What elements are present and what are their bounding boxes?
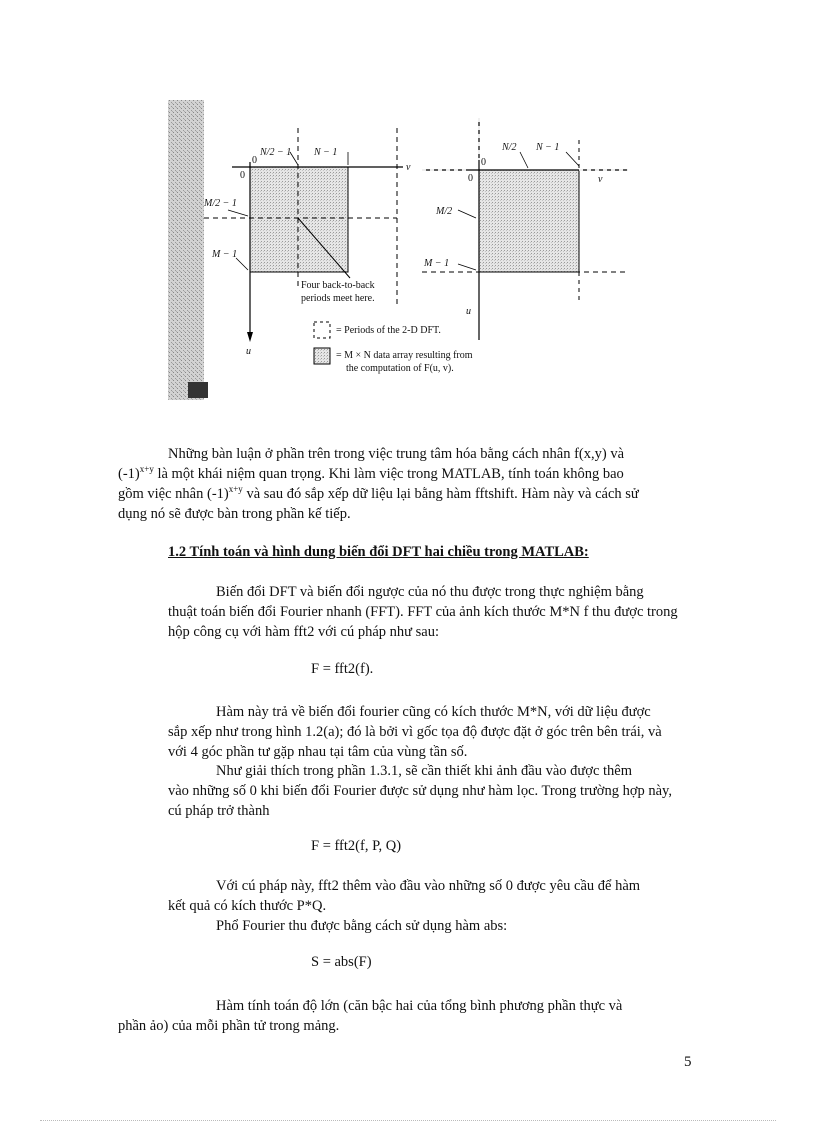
left-origin-left: 0	[240, 170, 245, 181]
p5-line1: Với cú pháp này, fft2 thêm vào đầu vào những số 0 được yêu cầu để hàm	[216, 878, 641, 894]
equation-fft2-pq: F = fft2(f, P, Q)	[311, 838, 402, 854]
p3-line1: Hàm này trả về biến đổi fourier cũng có kích thước M*N, với dữ liệu được	[216, 704, 651, 720]
equation-abs: S = abs(F)	[311, 954, 372, 970]
legend-array-text: = M × N data array resulting from	[336, 350, 473, 361]
p2-line1: Biến đổi DFT và biến đổi ngược của nó thu được trong thực nghiệm bằng	[216, 584, 644, 600]
right-axis-u: u	[466, 306, 471, 317]
left-axis-u: u	[246, 346, 251, 357]
right-origin-top: 0	[481, 157, 486, 168]
p1-line3	[118, 485, 639, 504]
p1-line2-part1: (-1)	[118, 466, 140, 482]
p1-line3-sup: x+y	[228, 484, 243, 495]
p2-line2: thuật toán biến đổi Fourier nhanh (FFT). FFT của ảnh kích thước M*N f thu được trong	[168, 604, 678, 620]
left-label-n2-minus-1: N/2 − 1	[260, 147, 292, 158]
p2-line3: hộp công cụ với hàm fft2 với cú pháp như sau:	[168, 624, 439, 640]
p5-line2: kết quả có kích thước P*Q.	[168, 898, 327, 914]
right-origin-left: 0	[468, 173, 473, 184]
p3-line3: với 4 góc phần tư gặp nhau tại tâm của vùng tần số.	[168, 744, 468, 760]
equation-fft2: F = fft2(f).	[311, 661, 374, 677]
p1-line2-sup: x+y	[139, 464, 154, 475]
right-label-m-minus-1: M − 1	[424, 258, 450, 269]
left-label-m-minus-1: M − 1	[212, 249, 238, 260]
legend-array-symbol	[314, 348, 330, 364]
p1-line2-part2: là một khái niệm quan trọng. Khi làm việc trong MATLAB, tính toán không bao	[153, 466, 624, 482]
left-annotation-line1: Four back-to-back	[301, 280, 375, 291]
p4-line2: vào những số 0 khi biến đổi Fourier được sử dụng như hàm lọc. Trong trường hợp này,	[168, 783, 672, 799]
right-data-array	[479, 170, 579, 272]
left-annotation-line2: periods meet here.	[301, 293, 375, 304]
p3-line2: sắp xếp như trong hình 1.2(a); đó là bởi vì gốc tọa độ được đặt ở góc trên bên trái, và	[168, 724, 662, 740]
right-label-n2: N/2	[502, 142, 517, 153]
left-label-n-minus-1: N − 1	[314, 147, 338, 158]
p4-line3: cú pháp trở thành	[168, 803, 270, 819]
p4-line1: Như giải thích trong phần 1.3.1, sẽ cần thiết khi ảnh đầu vào được thêm	[216, 763, 632, 779]
left-diagram	[204, 128, 403, 342]
p1-line4: dụng nó sẽ được bàn trong phần kế tiếp.	[118, 506, 351, 522]
legend-periods-text: = Periods of the 2-D DFT.	[336, 325, 441, 336]
p6-line1: Phổ Fourier thu được bằng cách sử dụng hàm abs:	[216, 918, 508, 934]
legend-period-symbol	[314, 322, 330, 338]
p1-line3-part2: và sau đó sắp xếp dữ liệu lại bằng hàm fftshift. Hàm này và cách sử	[242, 486, 639, 502]
p1-line1: Những bàn luận ở phần trên trong việc trung tâm hóa bằng cách nhân f(x,y) và	[168, 446, 625, 462]
right-diagram	[422, 118, 628, 340]
right-label-m2: M/2	[436, 206, 453, 217]
p1-line3-part1: gồm việc nhân (-1)	[118, 486, 229, 502]
left-label-m2-minus-1: M/2 − 1	[204, 198, 237, 209]
p1-line2	[118, 465, 624, 484]
right-axis-v: v	[598, 174, 603, 185]
dft-periodicity-figure	[168, 100, 668, 402]
scan-corner-mark	[188, 382, 208, 398]
scan-gutter-strip	[168, 100, 204, 400]
left-origin-top: 0	[252, 155, 257, 166]
section-heading: 1.2 Tính toán và hình dung biến đổi DFT hai chiều trong MATLAB:	[168, 544, 589, 560]
page-footer-line	[40, 1120, 776, 1121]
left-axis-v: v	[406, 162, 411, 173]
figure-legend	[314, 322, 330, 364]
page-number: 5	[684, 1054, 692, 1070]
right-label-n-minus-1: N − 1	[536, 142, 560, 153]
p7-line2: phần ảo) của mỗi phần tử trong mảng.	[118, 1018, 340, 1034]
legend-array-text-cont: the computation of F(u, v).	[346, 363, 454, 374]
p7-line1: Hàm tính toán độ lớn (căn bậc hai của tổng bình phương phần thực và	[216, 998, 623, 1014]
